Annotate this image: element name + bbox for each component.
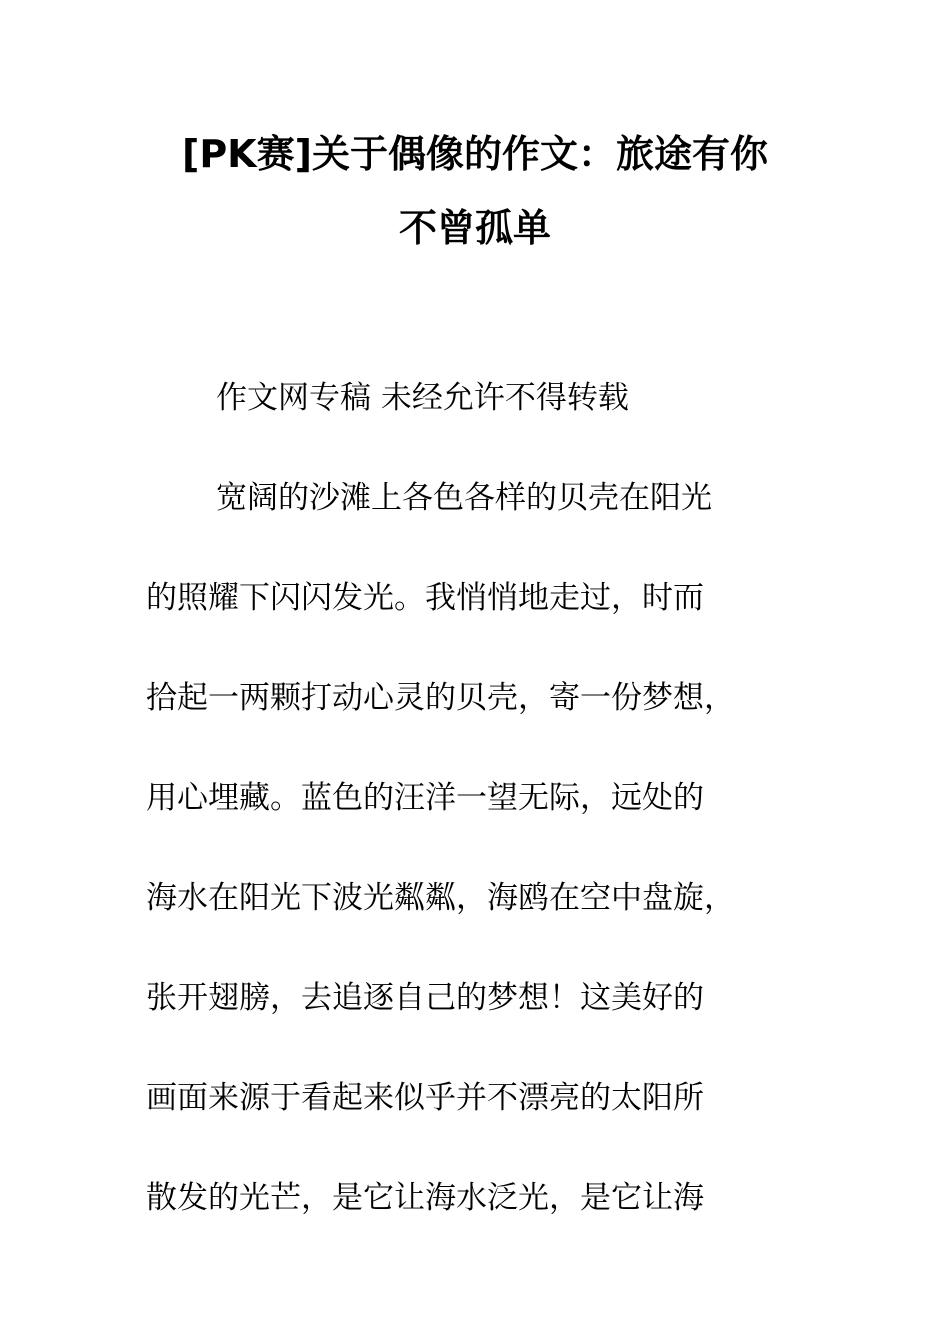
document-title-line-2: 不曾孤单 bbox=[398, 206, 551, 250]
body-line-1: 宽阔的沙滩上各色各样的贝壳在阳光 bbox=[216, 480, 712, 516]
body-line-2: 的照耀下闪闪发光。我悄悄地走过，时而 bbox=[146, 580, 704, 616]
body-line-5: 海水在阳光下波光粼粼，海鸥在空中盘旋， bbox=[146, 880, 735, 916]
body-line-7: 画面来源于看起来似乎并不漂亮的太阳所 bbox=[146, 1080, 704, 1116]
body-line-8: 散发的光芒，是它让海水泛光，是它让海 bbox=[146, 1180, 704, 1216]
copyright-notice: 作文网专稿 未经允许不得转载 bbox=[216, 380, 629, 416]
body-line-6: 张开翅膀，去追逐自己的梦想！这美好的 bbox=[146, 980, 704, 1016]
body-line-4: 用心埋藏。蓝色的汪洋一望无际，远处的 bbox=[146, 780, 704, 816]
body-line-3: 拾起一两颗打动心灵的贝壳，寄一份梦想， bbox=[146, 680, 735, 716]
document-title-line-1: [PK赛]关于偶像的作文：旅途有你 bbox=[181, 132, 769, 176]
